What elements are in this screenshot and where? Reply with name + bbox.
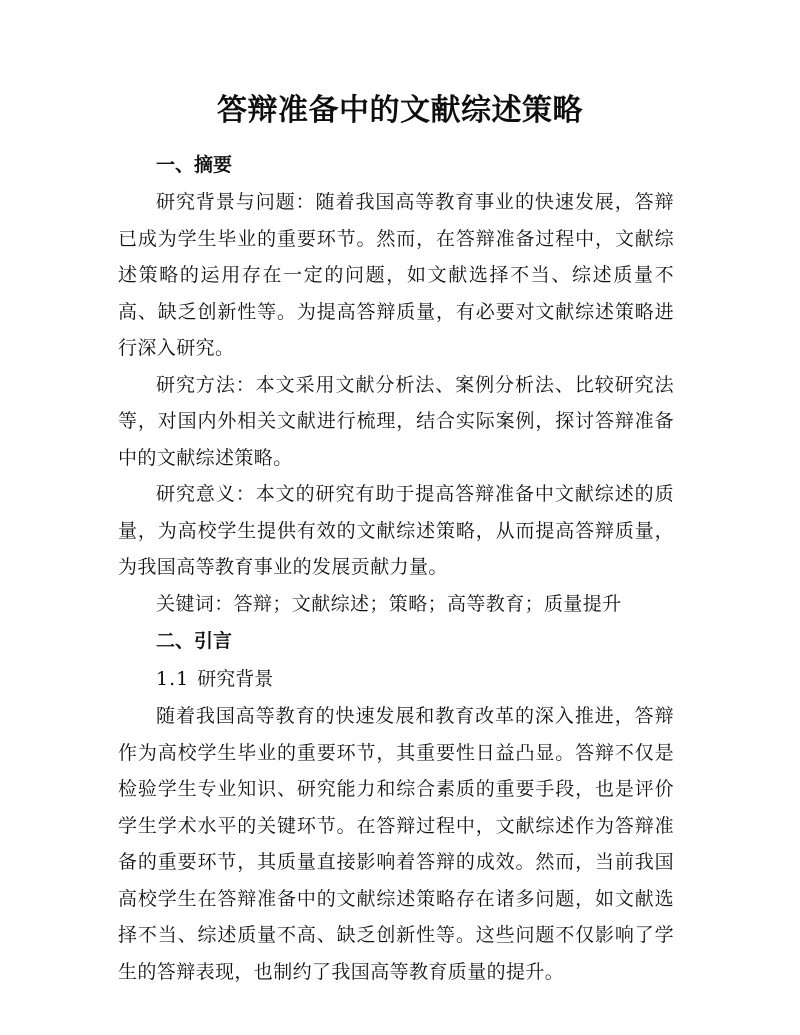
- subsection-title: 研究背景: [197, 668, 274, 690]
- paragraph-research-significance: 研究意义：本文的研究有助于提高答辩准备中文献综述的质量，为高校学生提供有效的文献综述策略，从而提高答辩质量，为我国高等教育事业的发展贡献力量。: [118, 483, 674, 578]
- paragraph-research-background: 研究背景与问题：随着我国高等教育事业的快速发展，答辩已成为学生毕业的重要环节。然而，在答辩准备过程中，文献综述策略的运用存在一定的问题，如文献选择不当、综述质量不高、缺乏创新性等。为提高答辩质量，有必要对文献综述策略进行深入研究。: [118, 191, 674, 359]
- paragraph-research-method: 研究方法：本文采用文献分析法、案例分析法、比较研究法等，对国内外相关文献进行梳理，结合实际案例，探讨答辩准备中的文献综述策略。: [118, 373, 674, 469]
- subsection-heading: [118, 660, 674, 698]
- paragraph-keywords: 关键词：答辩；文献综述；策略；高等教育；质量提升: [156, 592, 622, 615]
- section-heading-abstract: 一、摘要: [156, 154, 233, 176]
- paragraph-introduction-background: 随着我国高等教育的快速发展和教育改革的深入推进，答辩作为高校学生毕业的重要环节，其重要性日益凸显。答辩不仅是检验学生专业知识、研究能力和综合素质的重要手段，也是评价学生学术水平的关键环节。在答辩过程中，文献综述作为答辩准备的重要环节，其质量直接影响着答辩的成效。然而，当前我国高校学生在答辩准备中的文献综述策略存在诸多问题，如文献选择不当、综述质量不高、缺乏创新性等。这些问题不仅影响了学生的答辩表现，也制约了我国高等教育质量的提升。: [118, 705, 674, 983]
- document-title: 答辩准备中的文献综述策略: [217, 93, 583, 128]
- section-heading-introduction: 二、引言: [156, 630, 233, 652]
- subsection-number: 1.1: [156, 668, 190, 690]
- document-body: [118, 146, 674, 990]
